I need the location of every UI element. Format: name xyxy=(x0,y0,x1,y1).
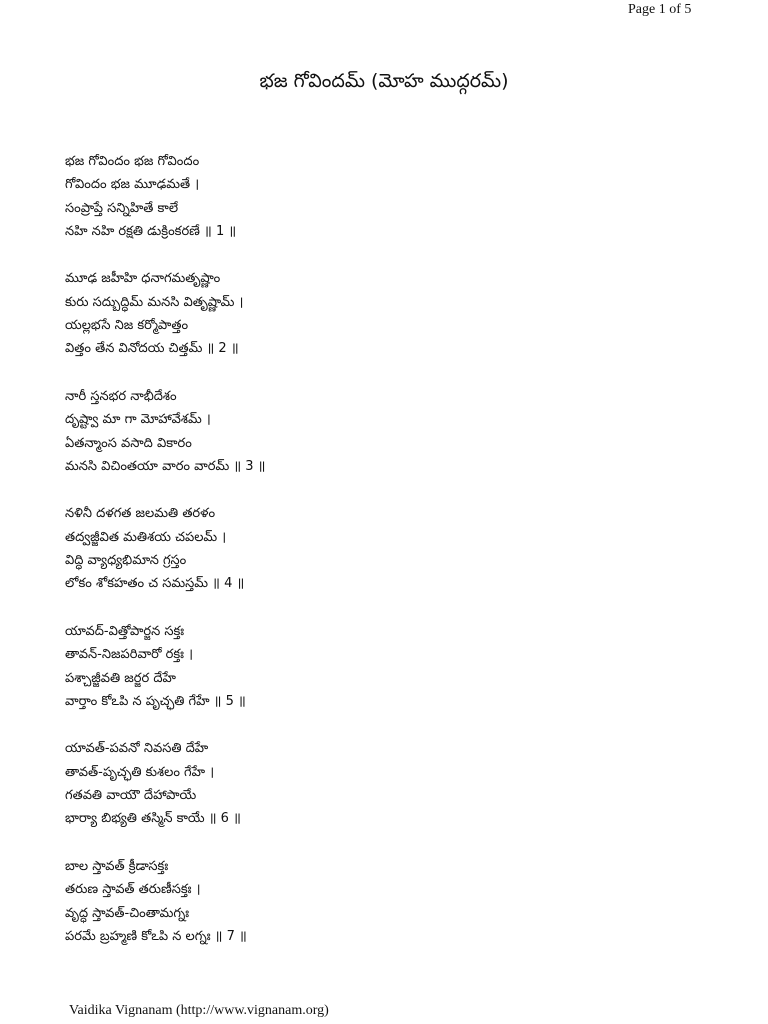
verse-line: తద్వజ్జీవిత మతిశయ చపలమ్ । xyxy=(65,529,227,545)
verse-line: తరుణ స్తావత్ తరుణీసక్తః । xyxy=(65,882,201,898)
verse-3 xyxy=(65,385,705,478)
verse-line: విత్తం తేన వినోదయ చిత్తమ్ ॥ 2 ॥ xyxy=(65,341,239,357)
page-title: భజ గోవిందమ్ (మోహ ముద్గరమ్) xyxy=(259,70,509,92)
footer-source: Vaidika Vignanam (http://www.vignanam.org) xyxy=(69,1003,329,1018)
verse-line: పశ్చాజ్జీవతి జర్జర దేహే xyxy=(65,670,176,686)
verse-line: నారీ స్తనభర నాభీదేశం xyxy=(65,388,177,404)
verse-1 xyxy=(65,150,705,243)
verse-line: తావత్-పృచ్ఛతి కుశలం గేహే । xyxy=(65,764,215,780)
verse-7 xyxy=(65,855,705,948)
verse-line: వార్తాం కోఽపి న పృచ్ఛతి గేహే ॥ 5 ॥ xyxy=(65,693,246,709)
verse-line: పరమే బ్రహ్మణి కోఽపి న లగ్నః ॥ 7 ॥ xyxy=(65,928,247,944)
verse-line: భార్యా బిభ్యతి తస్మిన్ కాయే ॥ 6 ॥ xyxy=(65,811,241,827)
verse-line: వృద్ధ స్తావత్-చింతామగ్నః xyxy=(65,905,190,921)
verse-line: మూఢ జహీహి ధనాగమతృష్ణాం xyxy=(65,271,221,287)
verse-4 xyxy=(65,502,705,595)
verse-line: దృష్ట్వా మా గా మోహావేశమ్ । xyxy=(65,412,211,428)
verse-list xyxy=(65,150,705,972)
verse-line: గోవిందం భజ మూఢమతే । xyxy=(65,177,200,193)
verse-line: భజ గోవిందం భజ గోవిందం xyxy=(65,154,200,169)
verse-line: తావన్-నిజపరివారో రక్తః । xyxy=(65,647,194,663)
verse-line: నళినీ దళగత జలమతి తరళం xyxy=(65,506,216,522)
verse-6 xyxy=(65,737,705,830)
verse-line: నహి నహి రక్షతి డుక్రింకరణే ॥ 1 ॥ xyxy=(65,223,237,239)
verse-line: యావత్-పవనో నివసతి దేహే xyxy=(65,741,209,757)
verse-5 xyxy=(65,620,705,713)
verse-line: మనసి విచింతయా వారం వారమ్ ॥ 3 ॥ xyxy=(65,458,266,474)
verse-line: యావద్-విత్తోపార్జన సక్తః xyxy=(65,623,185,639)
verse-line: కురు సద్బుద్ధిమ్ మనసి వితృష్ణామ్ । xyxy=(65,294,244,310)
verse-line: యల్లభసే నిజ కర్మోపాత్తం xyxy=(65,318,189,334)
verse-2 xyxy=(65,267,705,360)
verse-line: ఏతన్మాంస వసాది వికారం xyxy=(65,435,192,451)
verse-line: లోకం శోకహతం చ సమస్తమ్ ॥ 4 ॥ xyxy=(65,576,245,592)
verse-line: సంప్రాప్తే సన్నిహితే కాలే xyxy=(65,200,179,216)
verse-line: విద్ధి వ్యాధ్యభిమాన గ్రస్తం xyxy=(65,553,187,569)
verse-line: బాల స్తావత్ క్రీడాసక్తః xyxy=(65,858,169,874)
verse-line: గతవతి వాయౌ దేహాపాయే xyxy=(65,788,197,804)
page-number: Page 1 of 5 xyxy=(628,2,692,17)
